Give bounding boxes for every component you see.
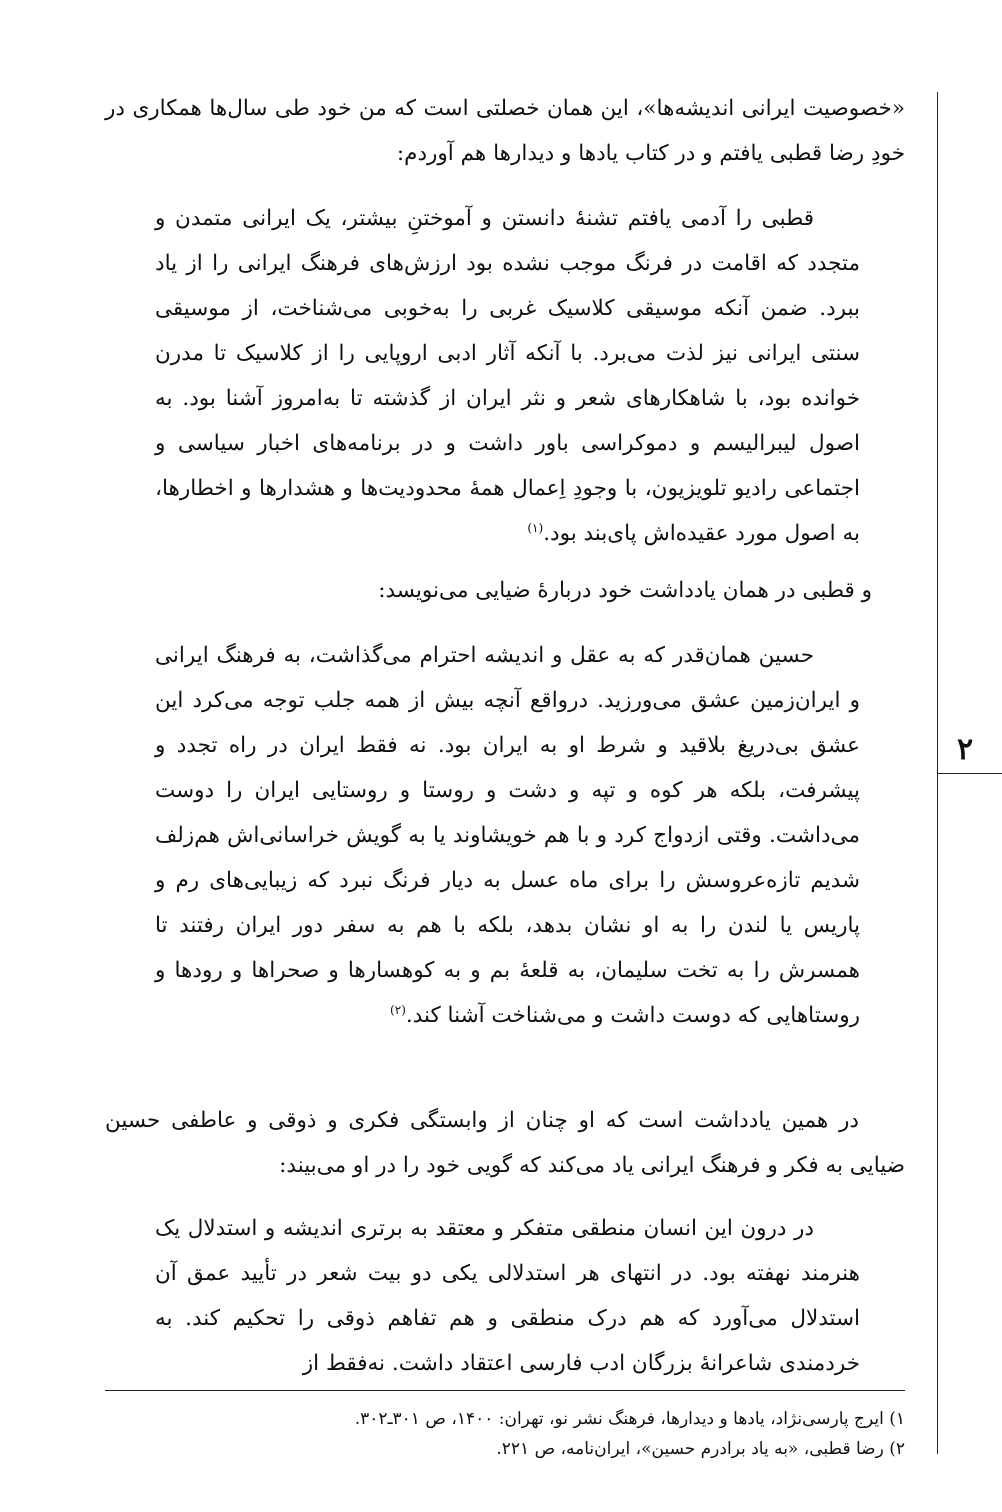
page-number: ۲: [956, 732, 974, 767]
footnote-1: ۱) ایرج پارسی‌نژاد، یادها و دیدارها، فرهنگ نشر نو، تهران: ۱۴۰۰، ص ۳۰۱ـ۳۰۲.: [354, 1409, 905, 1429]
paragraph-1: «خصوصیت ایرانی اندیشه‌ها»، این همان خصلتی است که من خود طی سال‌ها همکاری در خودِ رضا قطبی یافتم و در کتاب یادها و دیدارها هم آوردم:: [105, 96, 905, 166]
footnote-ref-1: (۱): [527, 520, 544, 535]
paragraph-3: در همین یادداشت است که او چنان از وابستگی فکری و ذوقی و عاطفی حسین ضیایی به فکر و فرهنگ ایرانی یاد می‌کند که گویی خود را در او می‌بیند:: [105, 1108, 905, 1178]
quote-2-text: حسین همان‌قدر که به عقل و اندیشه احترام می‌گذاشت، به فرهنگ ایرانی و ایران‌زمین عشق می‌ورزید. درواقع آنچه بیش از همه جلب توجه می‌کرد این عشق بی‌دریغ بلاقید و شرط او به ایران بود. نه فقط ایران در راه تجدد و پیشرفت، بلکه هر کوه و تپه و دشت و روستا و روستایی ایران را دوست می‌داشت. وقتی ازدواج کرد و با هم خویشاوند یا به گویش خراسانی‌اش هم‌زلف شدیم تازه‌عروسش را برای ماه عسل به دیار فرنگ نبرد که زیبایی‌های رم و پاریس یا لندن را به او نشان بدهد، بلکه با هم به سفر دور ایران رفتند تا همسرش را به تخت سلیمان، به قلعهٔ بم و به کوهسارها و صحراها و رودها و روستاهایی که دوست داشت و می‌شناخت آشنا کند.: [155, 643, 860, 1028]
footnote-ref-2: (۲): [390, 1002, 406, 1017]
quote-block-2: [155, 633, 860, 1038]
paragraph-2: و قطبی در همان یادداشت خود دربارهٔ ضیایی می‌نویسد:: [378, 578, 872, 603]
quote-block-1: [155, 196, 860, 556]
page-number-rule: [938, 773, 1002, 774]
quote-1-text: قطبی را آدمی یافتم تشنهٔ دانستن و آموختنِ بیشتر، یک ایرانی متمدن و متجدد که اقامت در فرنگ موجب نشده بود ارزش‌های فرهنگ ایرانی را از یاد ببرد. ضمن آنکه موسیقی کلاسیک غربی را به‌خوبی می‌شناخت، از موسیقی سنتی ایرانی نیز لذت می‌برد. با آنکه آثار ادبی اروپایی را از کلاسیک تا مدرن خوانده بود، با شاهکارهای شعر و نثر ایران از گذشته تا به‌امروز آشنا بود. به اصول لیبرالیسم و دموکراسی باور داشت و در برنامه‌های اخبار سیاسی و اجتماعی رادیو تلویزیون، با وجودِ اِعمال همهٔ محدودیت‌ها و هشدارها و اخطارها، به اصول مورد عقیده‌اش پای‌بند بود.: [155, 206, 860, 546]
footnotes: [105, 1404, 905, 1464]
footnote-separator: [105, 1390, 905, 1391]
footnote-2: ۲) رضا قطبی، «به یاد برادرم حسین»، ایران‌نامه، ص ۲۲۱.: [496, 1439, 905, 1459]
quote-block-3: در درون این انسان منطقی متفکر و معتقد به برتری اندیشه و استدلال یک هنرمند نهفته بود. در انتهای هر استدلالی یکی دو بیت شعر در تأیید عمق آن استدلال می‌آورد که هم درک منطقی و هم تفاهم ذوقی را تحکیم کند. به خردمندی شاعرانهٔ بزرگان ادب فارسی اعتقاد داشت. نه‌فقط از: [155, 1216, 860, 1376]
